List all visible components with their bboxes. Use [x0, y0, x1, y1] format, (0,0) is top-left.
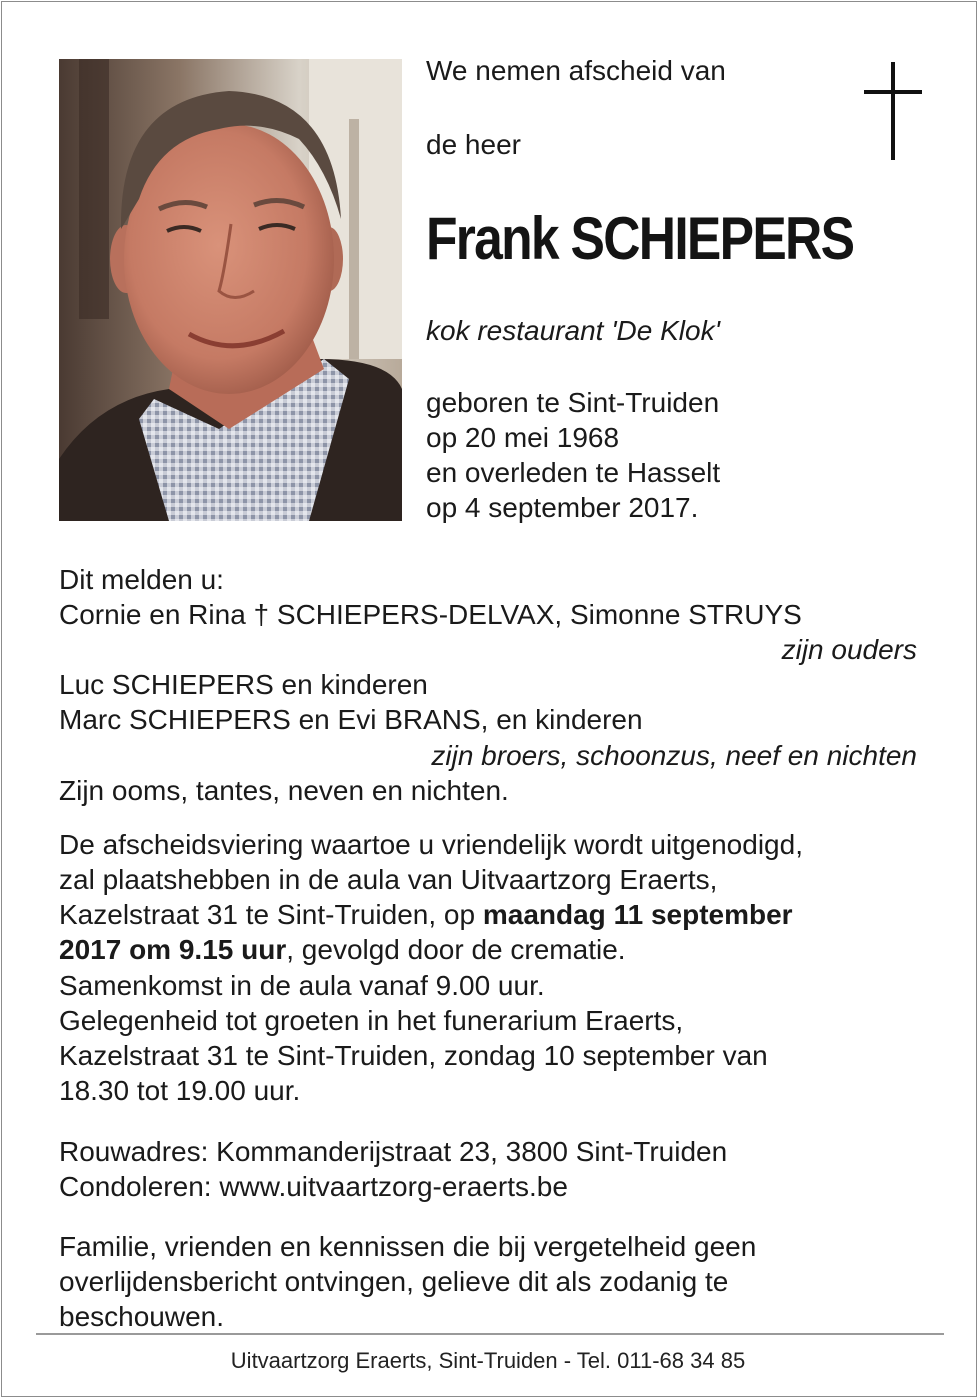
ceremony-line-6: Gelegenheid tot groeten in het funerarium Eraerts,: [59, 1005, 684, 1036]
death-date: op 4 september 2017.: [426, 492, 699, 523]
closing-line-1: Familie, vrienden en kennissen die bij vergetelheid geen: [59, 1231, 757, 1262]
ceremony-cremation: , gevolgd door de crematie.: [286, 934, 626, 965]
ceremony-date: maandag 11 september: [482, 899, 793, 930]
closing-line-2: overlijdensbericht ontvingen, gelieve dit als zodanig te: [59, 1266, 729, 1297]
intro-line-1: We nemen afscheid van: [426, 55, 726, 86]
footer-text: Uitvaartzorg Eraerts, Sint-Truiden - Tel. 011-68 34 85: [230, 1348, 746, 1373]
ceremony-line-8: 18.30 tot 19.00 uur.: [59, 1075, 301, 1106]
ceremony-line-4: [59, 932, 626, 967]
family-parents: Cornie en Rina † SCHIEPERS-DELVAX, Simonne STRUYS: [59, 599, 802, 630]
family-siblings-role: zijn broers, schoonzus, neef en nichten: [431, 740, 917, 771]
family-sibling-2: Marc SCHIEPERS en Evi BRANS, en kinderen: [59, 704, 643, 735]
ceremony-location: Kazelstraat 31 te Sint-Truiden, op: [59, 899, 483, 930]
closing-line-3: beschouwen.: [59, 1301, 225, 1332]
family-sibling-1: Luc SCHIEPERS en kinderen: [59, 669, 428, 700]
deceased-name: Frank SCHIEPERS: [426, 205, 854, 272]
condolence-url[interactable]: Condoleren: www.uitvaartzorg-eraerts.be: [59, 1171, 568, 1202]
ceremony-time: 2017 om 9.15 uur: [59, 934, 287, 965]
ceremony-line-2: zal plaatshebben in de aula van Uitvaartzorg Eraerts,: [59, 864, 718, 895]
ceremony-line-3: [59, 897, 793, 932]
portrait-photo: [59, 59, 402, 521]
footer-divider: [36, 1333, 944, 1335]
ceremony-line-7: Kazelstraat 31 te Sint-Truiden, zondag 10 september van: [59, 1040, 768, 1071]
intro-line-2: de heer: [426, 129, 521, 160]
occupation: kok restaurant 'De Klok': [426, 315, 720, 346]
ceremony-line-5: Samenkomst in de aula vanaf 9.00 uur.: [59, 970, 545, 1001]
family-parents-role: zijn ouders: [781, 634, 917, 665]
cross-icon: [864, 62, 922, 160]
birth-date: op 20 mei 1968: [426, 422, 620, 453]
mourning-address: Rouwadres: Kommanderijstraat 23, 3800 Sint-Truiden: [59, 1136, 728, 1167]
family-others: Zijn ooms, tantes, neven en nichten.: [59, 775, 509, 806]
birth-place: geboren te Sint-Truiden: [426, 387, 720, 418]
ceremony-line-1: De afscheidsviering waartoe u vriendelijk wordt uitgenodigd,: [59, 829, 803, 860]
family-heading: Dit melden u:: [59, 564, 224, 595]
death-place: en overleden te Hasselt: [426, 457, 721, 488]
